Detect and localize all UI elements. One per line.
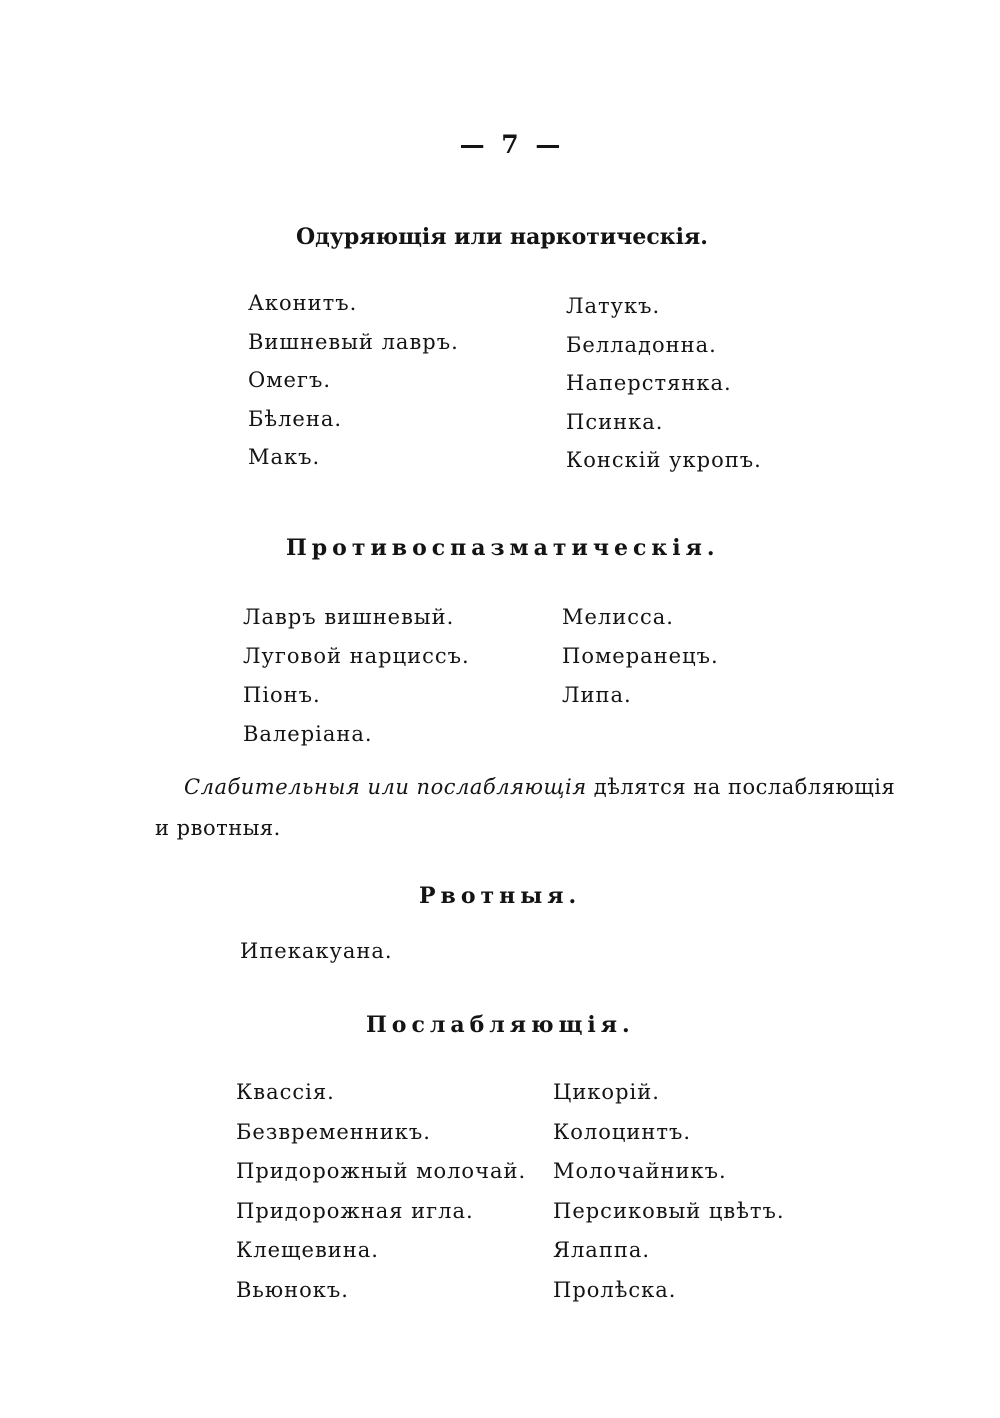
list-item: Пролѣска. [553, 1277, 677, 1302]
list-item: Наперстянка. [566, 371, 732, 395]
list-item: Липа. [562, 683, 632, 707]
list-item: Белладонна. [566, 332, 717, 357]
list-item: Латукъ. [566, 294, 661, 318]
list-item: Безвременникъ. [236, 1119, 431, 1144]
list-item: Аконитъ. [248, 291, 358, 315]
list-item: Луговой нарциссъ. [243, 644, 470, 668]
list-item: Піонъ. [243, 683, 321, 707]
antispasmodic-right-column [562, 598, 719, 715]
list-item: Молочайникъ. [553, 1159, 727, 1183]
laxative-italic-term: Слабительныя или послабляющія [184, 775, 587, 799]
antispasmodic-left-column [243, 598, 470, 754]
narcotic-right-column [566, 287, 762, 480]
list-item: Омегъ. [248, 368, 332, 392]
laxative-paragraph-rest: дѣлятся на послабляющія [586, 775, 896, 799]
list-item: Померанецъ. [562, 644, 719, 668]
list-item: Цикорій. [553, 1080, 660, 1104]
laxative-paragraph-line-2: и рвотныя. [155, 816, 281, 840]
list-item: Придорожный молочай. [236, 1159, 527, 1183]
narcotic-left-column [248, 284, 459, 477]
list-item: Колоцинтъ. [553, 1119, 692, 1144]
section-title-antispasmodic: Противоспазматическія. [286, 535, 720, 561]
section-title-narcotic: Одуряющія или наркотическія. [296, 224, 708, 250]
list-item: Ялаппа. [553, 1238, 651, 1262]
section-title-purgative: Послабляющія. [366, 1012, 635, 1038]
list-item: Вишневый лавръ. [248, 329, 459, 354]
list-item: Квассія. [236, 1080, 335, 1104]
list-item: Придорожная игла. [236, 1198, 474, 1223]
list-item: Персиковый цвѣтъ. [553, 1198, 785, 1223]
purgative-left-column [236, 1073, 526, 1310]
list-item: Бѣлена. [248, 406, 343, 431]
list-item: Лавръ вишневый. [243, 605, 455, 629]
list-item: Вьюнокъ. [236, 1277, 349, 1302]
list-item: Макъ. [248, 445, 321, 469]
laxative-paragraph-line-1 [184, 775, 895, 799]
list-item: Валеріана. [243, 722, 373, 746]
list-item: Конскій укропъ. [566, 448, 762, 472]
list-item: Ипекакуана. [240, 939, 393, 963]
page-number: — 7 — [459, 130, 565, 159]
list-item: Псинка. [566, 409, 664, 434]
purgative-right-column [553, 1073, 785, 1310]
list-item: Клещевина. [236, 1238, 379, 1262]
list-item: Мелисса. [562, 605, 674, 629]
section-title-emetic: Рвотныя. [419, 883, 582, 909]
